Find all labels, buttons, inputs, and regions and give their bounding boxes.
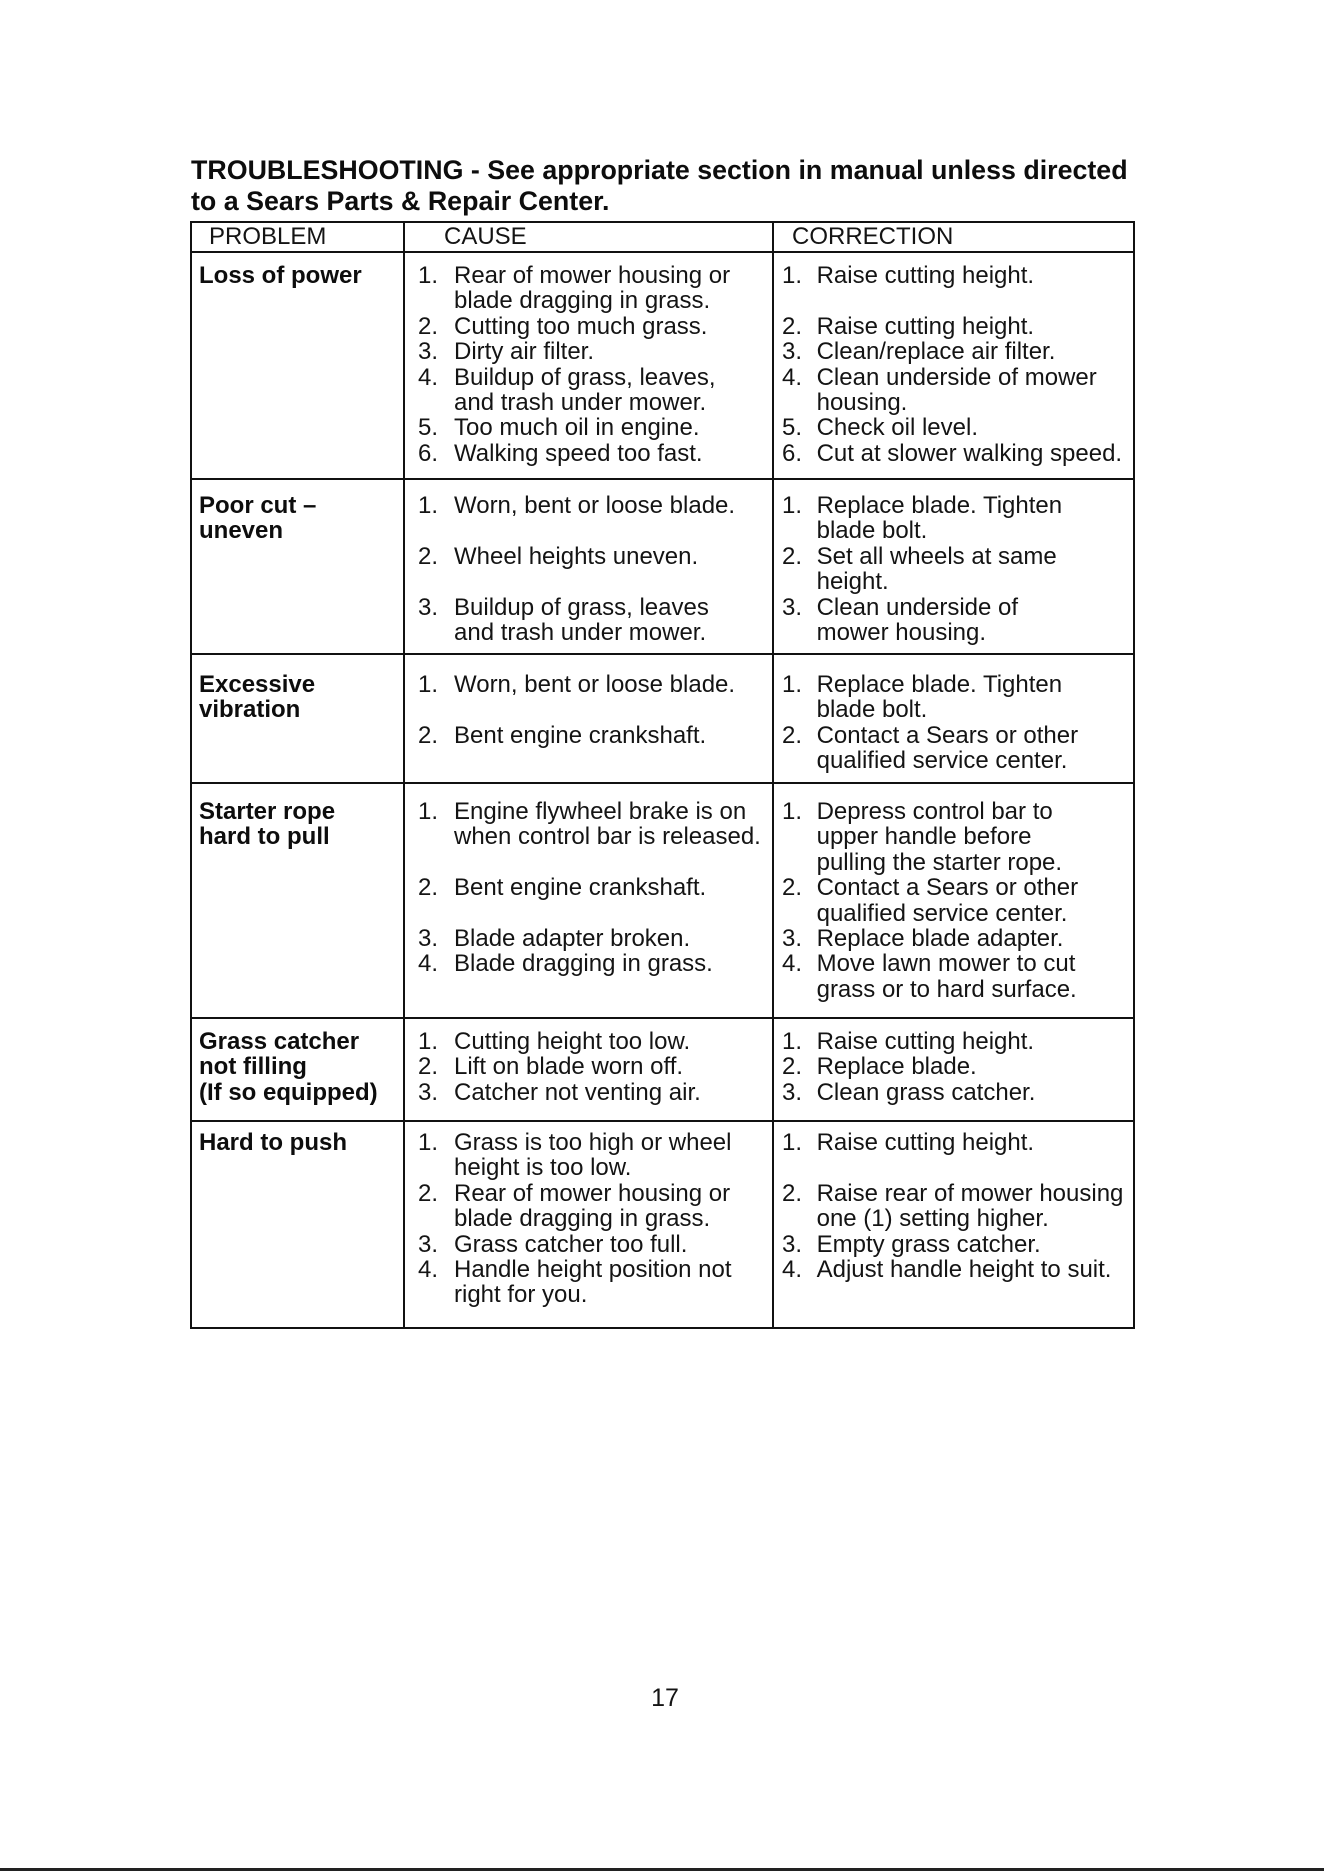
cause-text — [454, 339, 594, 364]
table-row — [192, 1122, 1133, 1327]
problem-text: not filling — [199, 1053, 307, 1081]
cause-correction-pair — [405, 544, 1062, 595]
problem-text: Grass catcher — [199, 1028, 360, 1055]
cause-item — [405, 365, 774, 416]
cause-number: 1. — [418, 262, 439, 289]
cause-item — [405, 1029, 774, 1054]
cause-text — [454, 544, 698, 595]
cause-correction-pair — [405, 415, 1122, 440]
cause-text — [454, 1080, 701, 1105]
correction-line: blade bolt. — [816, 517, 928, 545]
cause-line: Buildup of grass, leaves — [454, 593, 709, 621]
problem-text: uneven — [199, 517, 284, 545]
correction-item — [774, 672, 1062, 723]
cause-correction-list — [405, 263, 1122, 466]
correction-text — [817, 672, 1063, 723]
cause-item — [405, 595, 774, 646]
cause-text — [454, 1054, 683, 1079]
correction-item — [774, 799, 1062, 875]
cause-text — [454, 415, 699, 440]
cause-line: Dirty air filter. — [454, 338, 595, 366]
correction-text — [817, 1029, 1034, 1054]
cause-text — [454, 595, 709, 646]
correction-item — [774, 595, 1018, 646]
cause-item — [405, 1080, 774, 1105]
cause-item — [405, 1232, 774, 1257]
correction-number: 2. — [782, 874, 803, 902]
cause-number: 3. — [418, 1230, 439, 1258]
cause-line: and trash under mower. — [454, 618, 707, 646]
cause-item — [405, 1130, 774, 1181]
cause-item — [405, 314, 774, 339]
problem-cell — [199, 493, 316, 544]
cause-line: Rear of mower housing or — [454, 262, 731, 289]
cause-item — [405, 723, 774, 774]
correction-number: 1. — [782, 1028, 803, 1055]
cause-item — [405, 1257, 774, 1308]
cause-text — [454, 441, 703, 466]
correction-item — [774, 875, 1078, 926]
correction-number: 4. — [782, 1255, 803, 1283]
table-row — [192, 253, 1133, 480]
cause-correction-list — [405, 1029, 1035, 1105]
cause-text — [454, 1232, 687, 1257]
problem-text: Hard to push — [199, 1129, 347, 1156]
correction-line: blade bolt. — [816, 696, 928, 724]
correction-number: 1. — [782, 262, 803, 289]
header-cause: CAUSE — [444, 223, 527, 250]
table-body — [192, 253, 1133, 1327]
correction-line: Raise cutting height. — [816, 262, 1035, 289]
cause-item — [405, 1054, 774, 1079]
cause-item — [405, 926, 774, 951]
table-row — [192, 480, 1133, 655]
page-title-line: TROUBLESHOOTING - See appropriate section in manual unless directed — [191, 155, 1128, 185]
cause-number: 3. — [418, 924, 439, 952]
correction-line: upper handle before — [816, 823, 1032, 851]
correction-number: 2. — [782, 721, 803, 749]
correction-item — [774, 1232, 1041, 1257]
cause-text — [454, 723, 706, 774]
cause-line: Blade dragging in grass. — [454, 950, 713, 978]
cause-text — [454, 1029, 690, 1054]
correction-item — [774, 441, 1122, 466]
correction-item — [774, 263, 1034, 314]
correction-line: Clean/replace air filter. — [816, 338, 1056, 366]
correction-number: 4. — [782, 950, 803, 978]
cause-line: Bent engine crankshaft. — [454, 874, 707, 902]
correction-number: 1. — [782, 798, 803, 825]
cause-item — [405, 415, 774, 440]
cause-line: Worn, bent or loose blade. — [454, 671, 736, 698]
cause-correction-list — [405, 493, 1062, 645]
cause-text — [454, 1130, 731, 1181]
cause-correction-pair — [405, 1181, 1123, 1232]
correction-number: 5. — [782, 414, 803, 442]
correction-item — [774, 544, 1057, 595]
correction-line: Raise cutting height. — [816, 1028, 1035, 1055]
problem-cell — [199, 1029, 378, 1105]
cause-text — [454, 493, 735, 544]
cause-number: 1. — [418, 492, 439, 519]
correction-text — [817, 415, 978, 440]
cause-correction-pair — [405, 799, 1078, 875]
cause-number: 2. — [418, 1179, 439, 1207]
cause-line: Engine flywheel brake is on — [454, 798, 747, 825]
cause-number: 3. — [418, 1078, 439, 1106]
cause-text — [454, 672, 735, 723]
correction-item — [774, 1257, 1111, 1308]
cause-number: 1. — [418, 798, 439, 825]
correction-number: 3. — [782, 1078, 803, 1106]
cause-line: Grass catcher too full. — [454, 1230, 688, 1258]
correction-text — [817, 875, 1078, 926]
correction-line: Replace blade. Tighten — [816, 492, 1063, 519]
correction-item — [774, 314, 1034, 339]
correction-item — [774, 365, 1097, 416]
correction-line: Replace blade. Tighten — [816, 671, 1063, 698]
cause-correction-pair — [405, 314, 1122, 339]
cause-number: 3. — [418, 338, 439, 366]
correction-text — [817, 314, 1034, 339]
problem-cell — [199, 1130, 347, 1155]
correction-line: Replace blade adapter. — [816, 924, 1064, 952]
cause-line: Too much oil in engine. — [454, 414, 700, 442]
cause-item — [405, 1181, 774, 1232]
cause-number: 1. — [418, 671, 439, 698]
cause-line: blade dragging in grass. — [454, 287, 711, 315]
cause-correction-list — [405, 799, 1078, 1002]
correction-text — [817, 1181, 1124, 1232]
correction-text — [817, 544, 1057, 595]
cause-item — [405, 951, 774, 1002]
correction-number: 1. — [782, 1129, 803, 1156]
correction-text — [817, 1130, 1034, 1181]
correction-line: Raise rear of mower housing — [816, 1179, 1124, 1207]
correction-number: 1. — [782, 671, 803, 698]
problem-text: Starter rope — [199, 798, 336, 825]
correction-line: grass or to hard surface. — [816, 975, 1077, 1003]
correction-number: 2. — [782, 542, 803, 570]
correction-line: Replace blade. — [816, 1053, 977, 1081]
correction-line: housing. — [816, 388, 908, 416]
correction-line: Set all wheels at same — [816, 542, 1057, 570]
problem-cell — [199, 799, 335, 850]
cause-number: 2. — [418, 1053, 439, 1081]
cause-text — [454, 365, 715, 416]
correction-number: 2. — [782, 1053, 803, 1081]
cause-line: when control bar is released. — [454, 823, 761, 851]
cause-correction-pair — [405, 493, 1062, 544]
cause-correction-pair — [405, 875, 1078, 926]
problem-text: Poor cut – — [199, 492, 317, 519]
correction-line: Check oil level. — [816, 414, 978, 442]
correction-item — [774, 1054, 977, 1079]
correction-number: 6. — [782, 439, 803, 467]
cause-number: 4. — [418, 950, 439, 978]
correction-item — [774, 1029, 1034, 1054]
correction-item — [774, 493, 1062, 544]
cause-line: Handle height position not — [454, 1255, 732, 1283]
cause-line: Worn, bent or loose blade. — [454, 492, 736, 519]
cause-number: 5. — [418, 414, 439, 442]
correction-number: 3. — [782, 593, 803, 621]
correction-item — [774, 723, 1078, 774]
cause-correction-pair — [405, 1054, 1035, 1079]
page-edge-line — [0, 1868, 1324, 1871]
correction-line: one (1) setting higher. — [816, 1205, 1049, 1233]
cause-line: Grass is too high or wheel — [454, 1129, 732, 1156]
cause-correction-pair — [405, 263, 1122, 314]
cause-text — [454, 1257, 732, 1308]
cause-number: 4. — [418, 1255, 439, 1283]
cause-text — [454, 926, 690, 951]
problem-text: vibration — [199, 696, 301, 724]
correction-number: 3. — [782, 924, 803, 952]
cause-text — [454, 951, 713, 1002]
correction-number: 3. — [782, 338, 803, 366]
cause-correction-pair — [405, 926, 1078, 951]
cause-item — [405, 493, 774, 544]
cause-text — [454, 1181, 730, 1232]
cause-number: 6. — [418, 439, 439, 467]
correction-text — [817, 926, 1064, 951]
correction-number: 2. — [782, 312, 803, 340]
problem-text: Loss of power — [199, 262, 362, 289]
cause-line: Bent engine crankshaft. — [454, 721, 707, 749]
header-problem: PROBLEM — [209, 223, 327, 250]
cause-number: 2. — [418, 721, 439, 749]
cause-item — [405, 799, 774, 875]
cause-item — [405, 339, 774, 364]
cause-item — [405, 544, 774, 595]
cause-correction-pair — [405, 1232, 1123, 1257]
cause-item — [405, 875, 774, 926]
correction-number: 1. — [782, 492, 803, 519]
correction-text — [817, 951, 1077, 1002]
correction-line: Adjust handle height to suit. — [816, 1255, 1112, 1283]
cause-line: right for you. — [454, 1281, 588, 1309]
cause-text — [454, 875, 706, 926]
correction-item — [774, 926, 1063, 951]
cause-correction-pair — [405, 951, 1078, 1002]
cause-line: height is too low. — [454, 1154, 632, 1182]
cause-item — [405, 441, 774, 466]
correction-text — [817, 263, 1034, 314]
correction-text — [817, 1257, 1112, 1308]
correction-number: 3. — [782, 1230, 803, 1258]
correction-item — [774, 1080, 1035, 1105]
cause-line: Lift on blade worn off. — [454, 1053, 684, 1081]
correction-item — [774, 951, 1077, 1002]
cause-correction-pair — [405, 723, 1078, 774]
cause-number: 2. — [418, 874, 439, 902]
cause-line: Catcher not venting air. — [454, 1078, 701, 1106]
cause-correction-list — [405, 1130, 1123, 1308]
troubleshooting-table — [190, 221, 1135, 1329]
cause-item — [405, 263, 774, 314]
correction-line: qualified service center. — [816, 899, 1068, 927]
table-row — [192, 655, 1133, 784]
cause-correction-pair — [405, 1257, 1123, 1308]
cause-correction-pair — [405, 1029, 1035, 1054]
correction-line: Cut at slower walking speed. — [816, 439, 1123, 467]
cause-correction-pair — [405, 1080, 1035, 1105]
correction-line: Clean underside of mower — [816, 363, 1097, 391]
cause-text — [454, 263, 730, 314]
table-header — [192, 223, 1133, 253]
table-row — [192, 1019, 1133, 1122]
cause-number: 4. — [418, 363, 439, 391]
correction-text — [817, 1054, 977, 1079]
page-title-line: to a Sears Parts & Repair Center. — [191, 186, 610, 216]
correction-line: pulling the starter rope. — [816, 848, 1063, 876]
correction-line: Clean grass catcher. — [816, 1078, 1036, 1106]
problem-text: Excessive — [199, 671, 316, 698]
problem-cell — [199, 672, 315, 723]
correction-text — [817, 365, 1097, 416]
correction-text — [817, 1232, 1041, 1257]
correction-text — [817, 1080, 1036, 1105]
cause-correction-pair — [405, 1130, 1123, 1181]
correction-text — [817, 595, 1018, 646]
cause-text — [454, 314, 707, 339]
cause-correction-list — [405, 672, 1078, 774]
correction-line: Move lawn mower to cut — [816, 950, 1076, 978]
cause-line: Cutting height too low. — [454, 1028, 691, 1055]
cause-number: 2. — [418, 312, 439, 340]
problem-cell — [199, 263, 362, 288]
correction-item — [774, 415, 978, 440]
correction-text — [817, 493, 1063, 544]
correction-line: height. — [816, 568, 889, 596]
correction-line: qualified service center. — [816, 747, 1068, 775]
cause-correction-pair — [405, 365, 1122, 416]
correction-line: Raise cutting height. — [816, 312, 1035, 340]
cause-line: blade dragging in grass. — [454, 1205, 711, 1233]
correction-line: Clean underside of — [816, 593, 1019, 621]
cause-number: 2. — [418, 542, 439, 570]
cause-line: Walking speed too fast. — [454, 439, 703, 467]
cause-correction-pair — [405, 595, 1062, 646]
table-row — [192, 784, 1133, 1019]
correction-item — [774, 1130, 1034, 1181]
cause-line: Rear of mower housing or — [454, 1179, 731, 1207]
correction-text — [817, 723, 1078, 774]
cause-line: Cutting too much grass. — [454, 312, 708, 340]
page-number: 17 — [651, 1684, 679, 1712]
problem-text: (If so equipped) — [199, 1078, 378, 1106]
correction-number: 4. — [782, 363, 803, 391]
cause-line: Buildup of grass, leaves, — [454, 363, 716, 391]
header-correction: CORRECTION — [792, 223, 954, 250]
correction-line: Raise cutting height. — [816, 1129, 1035, 1156]
problem-text: hard to pull — [199, 823, 330, 851]
cause-correction-pair — [405, 339, 1122, 364]
cause-number: 1. — [418, 1129, 439, 1156]
correction-text — [817, 441, 1122, 466]
correction-line: Depress control bar to — [816, 798, 1053, 825]
cause-item — [405, 672, 774, 723]
cause-correction-pair — [405, 672, 1078, 723]
correction-number: 2. — [782, 1179, 803, 1207]
page-title — [191, 155, 1128, 217]
cause-line: Wheel heights uneven. — [454, 542, 699, 570]
correction-item — [774, 1181, 1123, 1232]
correction-line: mower housing. — [816, 618, 987, 646]
correction-line: Contact a Sears or other — [816, 721, 1079, 749]
cause-number: 1. — [418, 1028, 439, 1055]
correction-text — [817, 339, 1056, 364]
correction-line: Empty grass catcher. — [816, 1230, 1041, 1258]
correction-item — [774, 339, 1055, 364]
cause-text — [454, 799, 761, 875]
cause-correction-pair — [405, 441, 1122, 466]
cause-line: Blade adapter broken. — [454, 924, 691, 952]
cause-number: 3. — [418, 593, 439, 621]
correction-line: Contact a Sears or other — [816, 874, 1079, 902]
cause-line: and trash under mower. — [454, 388, 707, 416]
correction-text — [817, 799, 1062, 875]
